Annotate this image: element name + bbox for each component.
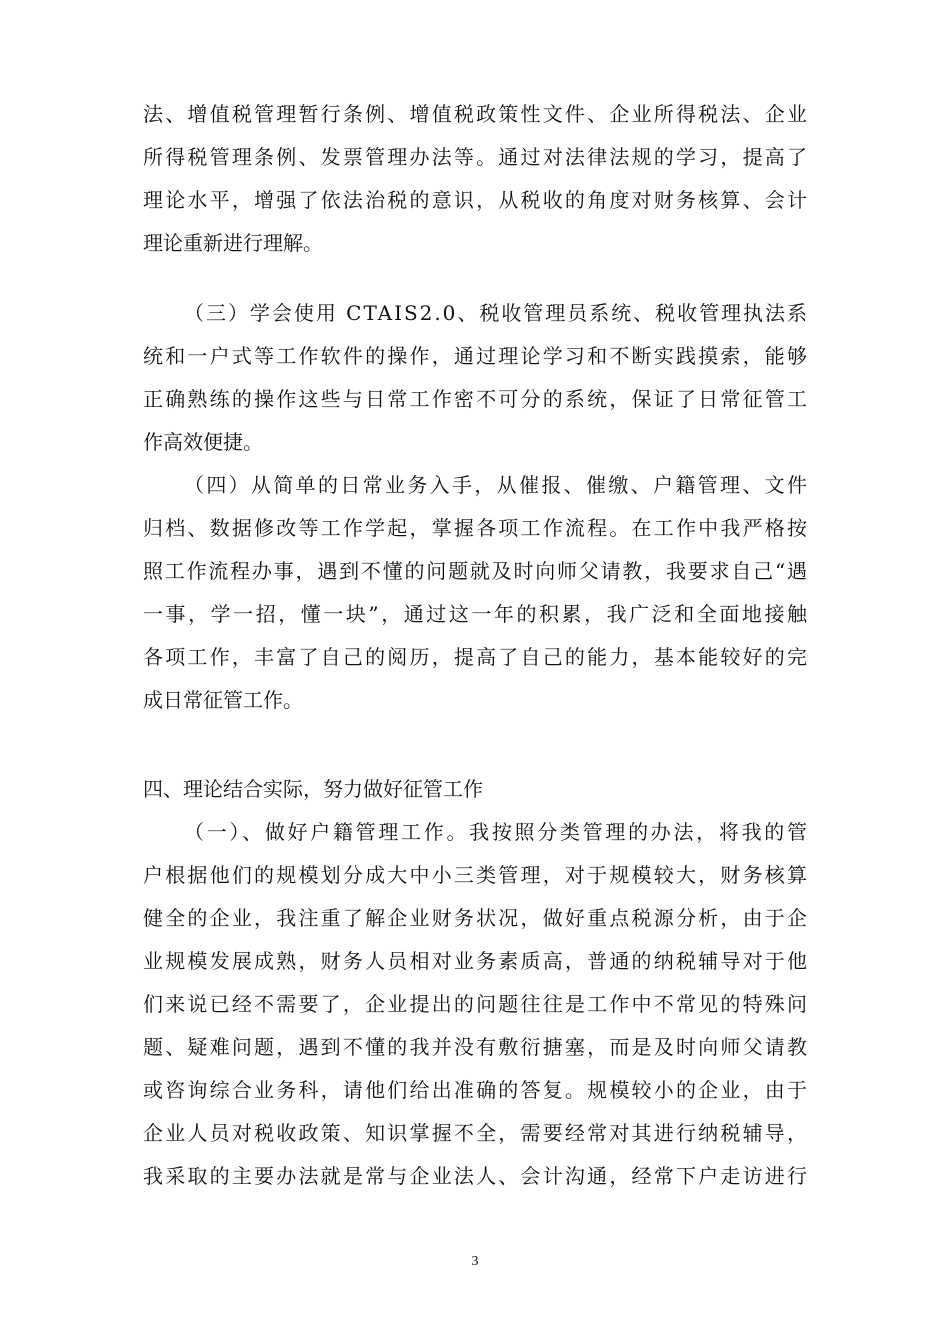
paragraph-line: 法、增值税管理暂行条例、增值税政策性文件、企业所得税法、企业 bbox=[143, 102, 810, 126]
paragraph-line: 成日常征管工作。 bbox=[143, 688, 303, 712]
paragraph-line: （四）从简单的日常业务入手，从催报、催缴、户籍管理、文件 bbox=[184, 473, 810, 497]
paragraph-line: 业规模发展成熟，财务人员相对业务素质高，普通的纳税辅导对于他 bbox=[143, 949, 810, 973]
paragraph-line: 我采取的主要办法就是常与企业法人、会计沟通，经常下户走访进行 bbox=[143, 1164, 810, 1188]
paragraph-line: （一）、做好户籍管理工作。我按照分类管理的办法，将我的管 bbox=[184, 820, 810, 844]
paragraph-line: 各项工作，丰富了自己的阅历，提高了自己的能力，基本能较好的完 bbox=[143, 645, 810, 669]
paragraph-line: 所得税管理条例、发票管理办法等。通过对法律法规的学习，提高了 bbox=[143, 145, 810, 169]
paragraph-line: 四、理论结合实际，努力做好征管工作 bbox=[143, 777, 483, 801]
paragraph-line: 户根据他们的规模划分成大中小三类管理，对于规模较大，财务核算 bbox=[143, 863, 810, 887]
paragraph-line: 理论重新进行理解。 bbox=[143, 231, 323, 255]
paragraph-line: 正确熟练的操作这些与日常工作密不可分的系统，保证了日常征管工 bbox=[143, 387, 810, 411]
paragraph-line: 或咨询综合业务科，请他们给出准确的答复。规模较小的企业，由于 bbox=[143, 1078, 810, 1102]
paragraph-line: 们来说已经不需要了，企业提出的问题往往是工作中不常见的特殊问 bbox=[143, 992, 810, 1016]
paragraph-line: 健全的企业，我注重了解企业财务状况，做好重点税源分析，由于企 bbox=[143, 906, 810, 930]
paragraph-line: 理论水平，增强了依法治税的意识，从税收的角度对财务核算、会计 bbox=[143, 188, 810, 212]
paragraph-line: （三）学会使用 CTAIS2.0、税收管理员系统、税收管理执法系 bbox=[184, 301, 809, 325]
paragraph-line: 照工作流程办事，遇到不懂的问题就及时向师父请教，我要求自己“遇 bbox=[143, 559, 809, 583]
paragraph-line: 作高效便捷。 bbox=[143, 430, 263, 454]
page-number: 3 bbox=[471, 1254, 479, 1269]
paragraph-line: 一事，学一招，懂一块”，通过这一年的积累，我广泛和全面地接触 bbox=[143, 602, 810, 626]
paragraph-line: 统和一户式等工作软件的操作，通过理论学习和不断实践摸索，能够 bbox=[143, 344, 810, 368]
paragraph-line: 题、疑难问题，遇到不懂的我并没有敷衍搪塞，而是及时向师父请教 bbox=[143, 1035, 810, 1059]
paragraph-line: 企业人员对税收政策、知识掌握不全，需要经常对其进行纳税辅导， bbox=[143, 1121, 810, 1145]
paragraph-line: 归档、数据修改等工作学起，掌握各项工作流程。在工作中我严格按 bbox=[143, 516, 810, 540]
